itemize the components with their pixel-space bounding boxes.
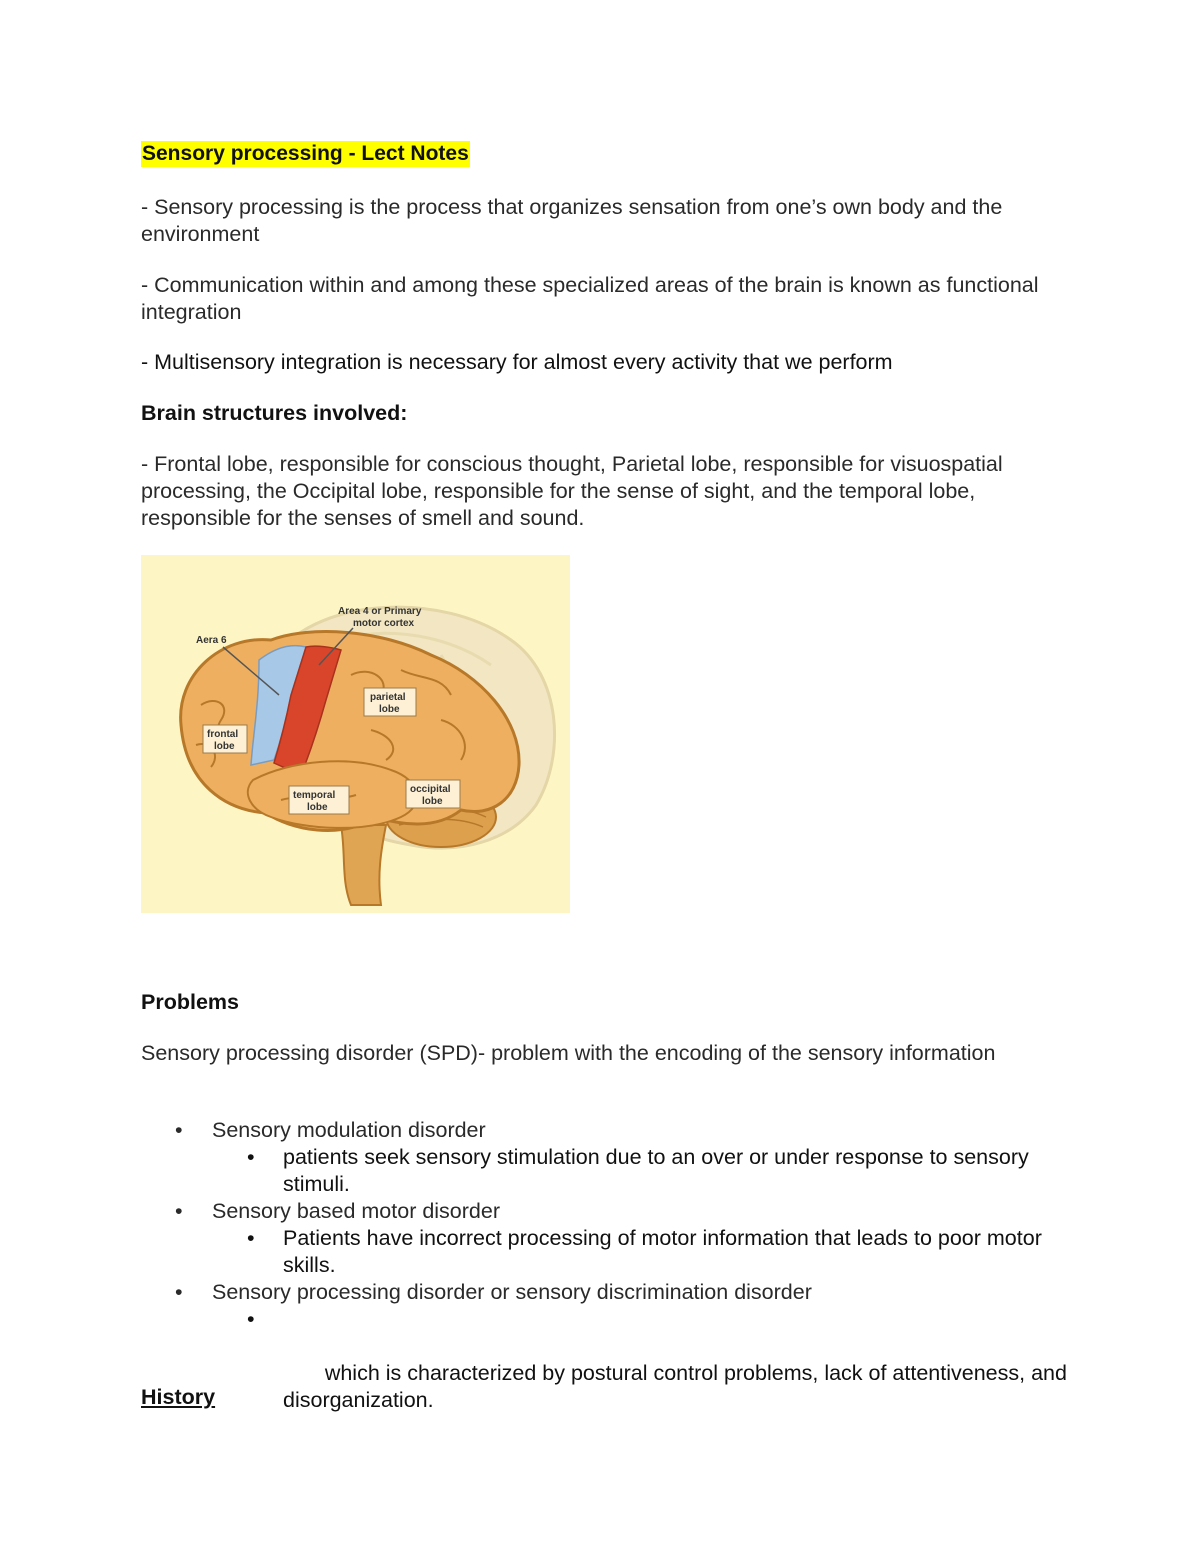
list-item	[141, 1279, 1101, 1306]
list-subitem	[141, 1225, 1101, 1279]
label-temporal-2: lobe	[307, 802, 328, 813]
brainstem-shape	[341, 825, 386, 905]
disorder-name: Sensory modulation disorder	[212, 1118, 486, 1142]
bullet-icon: •	[247, 1307, 255, 1331]
label-area4-line1: Area 4 or Primary	[338, 606, 422, 617]
label-temporal-1: temporal	[293, 790, 336, 801]
label-area4-line2: motor cortex	[353, 618, 415, 629]
list-item	[141, 1198, 1101, 1225]
label-area6: Aera 6	[196, 635, 227, 646]
list-subitem	[141, 1306, 1101, 1441]
label-parietal-2: lobe	[379, 704, 400, 715]
heading-problems: Problems	[141, 990, 239, 1014]
list-item	[141, 1117, 1101, 1144]
disorder-detail: patients seek sensory stimulation due to an over or under response to sensory stimuli.	[283, 1145, 1029, 1196]
brain-illustration	[141, 555, 570, 913]
label-parietal-1: parietal	[370, 692, 406, 703]
disorder-name: Sensory based motor disorder	[212, 1199, 501, 1223]
paragraph-brain-lobes: - Frontal lobe, responsible for conscious thought, Parietal lobe, responsible for visuospatial processing, the Occipital lobe, responsible for the sense of sight, and the temporal lobe, responsible for the senses of smell and sound.	[141, 452, 1003, 530]
label-occipital-2: lobe	[422, 796, 443, 807]
paragraph-spd-intro: Sensory processing disorder (SPD)- problem with the encoding of the sensory information	[141, 1041, 996, 1065]
paragraph-functional-integration: - Communication within and among these specialized areas of the brain is known as functional integration	[141, 273, 1039, 324]
disorder-detail: which is characterized by postural control problems, lack of attentiveness, and disorganization.	[283, 1361, 1073, 1412]
label-occipital-1: occipital	[410, 784, 451, 795]
disorder-name: Sensory processing disorder or sensory discrimination disorder	[212, 1280, 812, 1304]
paragraph-sensory-processing: - Sensory processing is the process that organizes sensation from one’s own body and the environment	[141, 195, 1003, 246]
bullet-icon: •	[247, 1226, 255, 1250]
bullet-icon: •	[247, 1145, 255, 1169]
page-title: Sensory processing - Lect Notes	[142, 142, 469, 165]
bullet-icon: •	[175, 1199, 183, 1223]
bullet-icon: •	[175, 1118, 183, 1142]
label-frontal-2: lobe	[214, 741, 235, 752]
label-frontal-1: frontal	[207, 729, 239, 740]
heading-brain-structures: Brain structures involved:	[141, 401, 408, 425]
list-subitem	[141, 1144, 1101, 1198]
brain-diagram	[141, 555, 570, 913]
disorder-detail: Patients have incorrect processing of motor information that leads to poor motor skills.	[283, 1226, 1042, 1277]
heading-history: History	[141, 1385, 216, 1409]
disorder-list	[141, 1117, 1101, 1441]
paragraph-multisensory: - Multisensory integration is necessary for almost every activity that we perform	[141, 350, 893, 374]
bullet-icon: •	[175, 1280, 183, 1304]
